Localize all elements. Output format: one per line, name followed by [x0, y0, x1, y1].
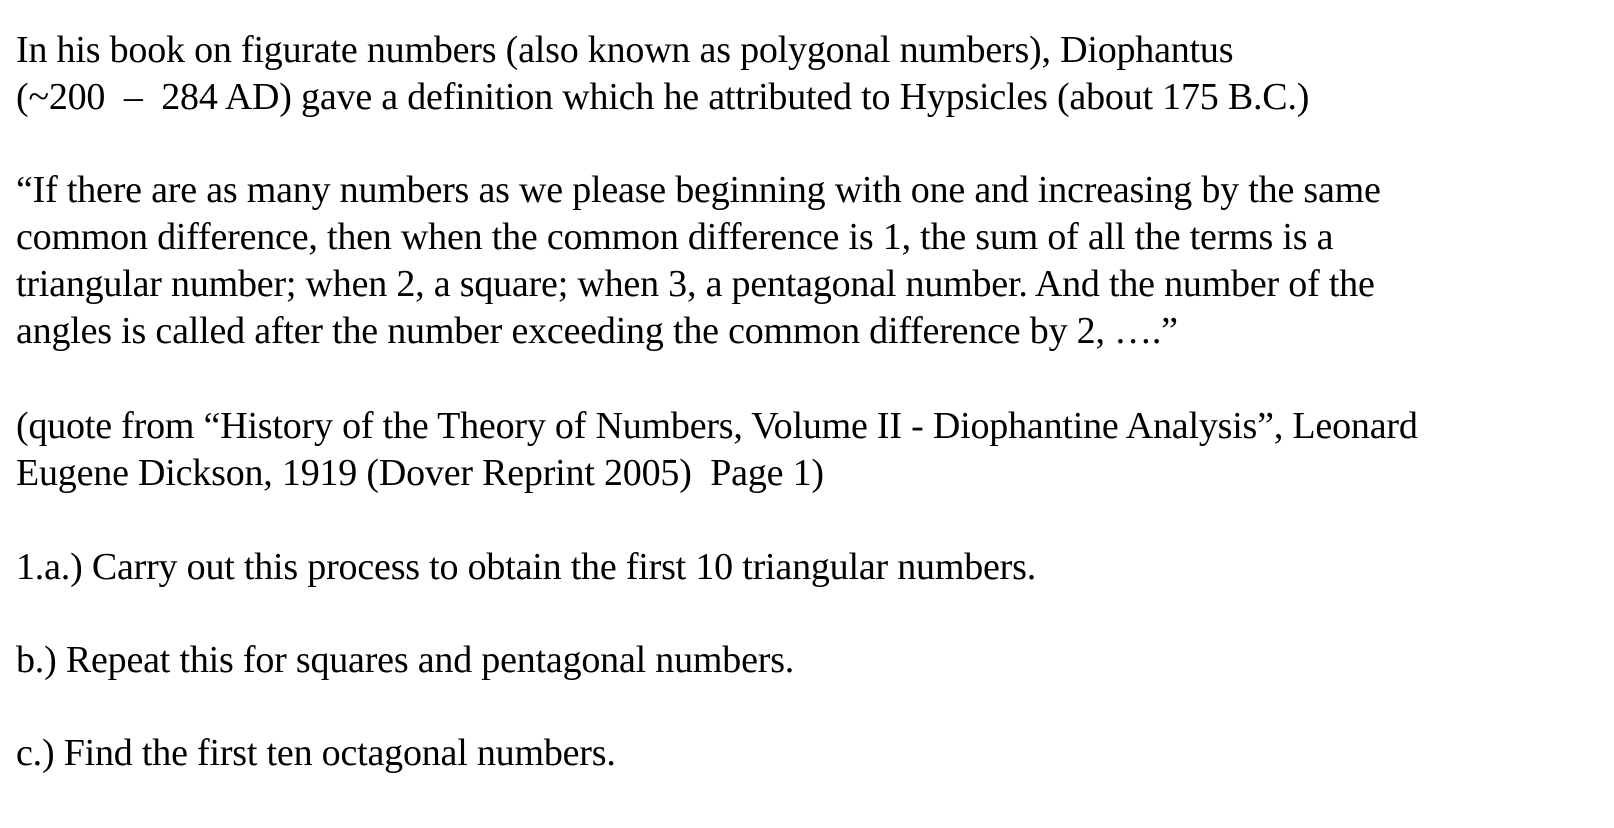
question-1b-text: b.) Repeat this for squares and pentagonal numbers.: [16, 639, 795, 681]
question-1a-text: 1.a.) Carry out this process to obtain the first 10 triangular numbers.: [16, 546, 1037, 588]
quote-line-2: common difference, then when the common difference is 1, the sum of all the terms is a: [16, 216, 1334, 258]
question-1b: [16, 637, 794, 684]
citation-line-2: Eugene Dickson, 1919 (Dover Reprint 2005) Page 1): [16, 452, 824, 494]
intro-line-2: (~200 – 284 AD) gave a definition which he attributed to Hypsicles (about 175 B.C.): [16, 76, 1310, 118]
quote-line-3: triangular number; when 2, a square; when 3, a pentagonal number. And the number of the: [16, 263, 1375, 305]
citation-line-1: (quote from “History of the Theory of Numbers, Volume II - Diophantine Analysis”, Leonard: [16, 405, 1418, 447]
question-1c-text: c.) Find the first ten octagonal numbers.: [16, 732, 616, 774]
quote-line-1: “If there are as many numbers as we please beginning with one and increasing by the same: [16, 169, 1381, 211]
intro-paragraph: [16, 27, 1309, 121]
quote-line-4: angles is called after the number exceeding the common difference by 2, ….”: [16, 310, 1178, 352]
intro-line-1: In his book on figurate numbers (also known as polygonal numbers), Diophantus: [16, 29, 1234, 71]
question-1a: [16, 544, 1036, 591]
question-1c: [16, 730, 616, 777]
citation-paragraph: [16, 403, 1418, 497]
quote-paragraph: [16, 167, 1381, 355]
